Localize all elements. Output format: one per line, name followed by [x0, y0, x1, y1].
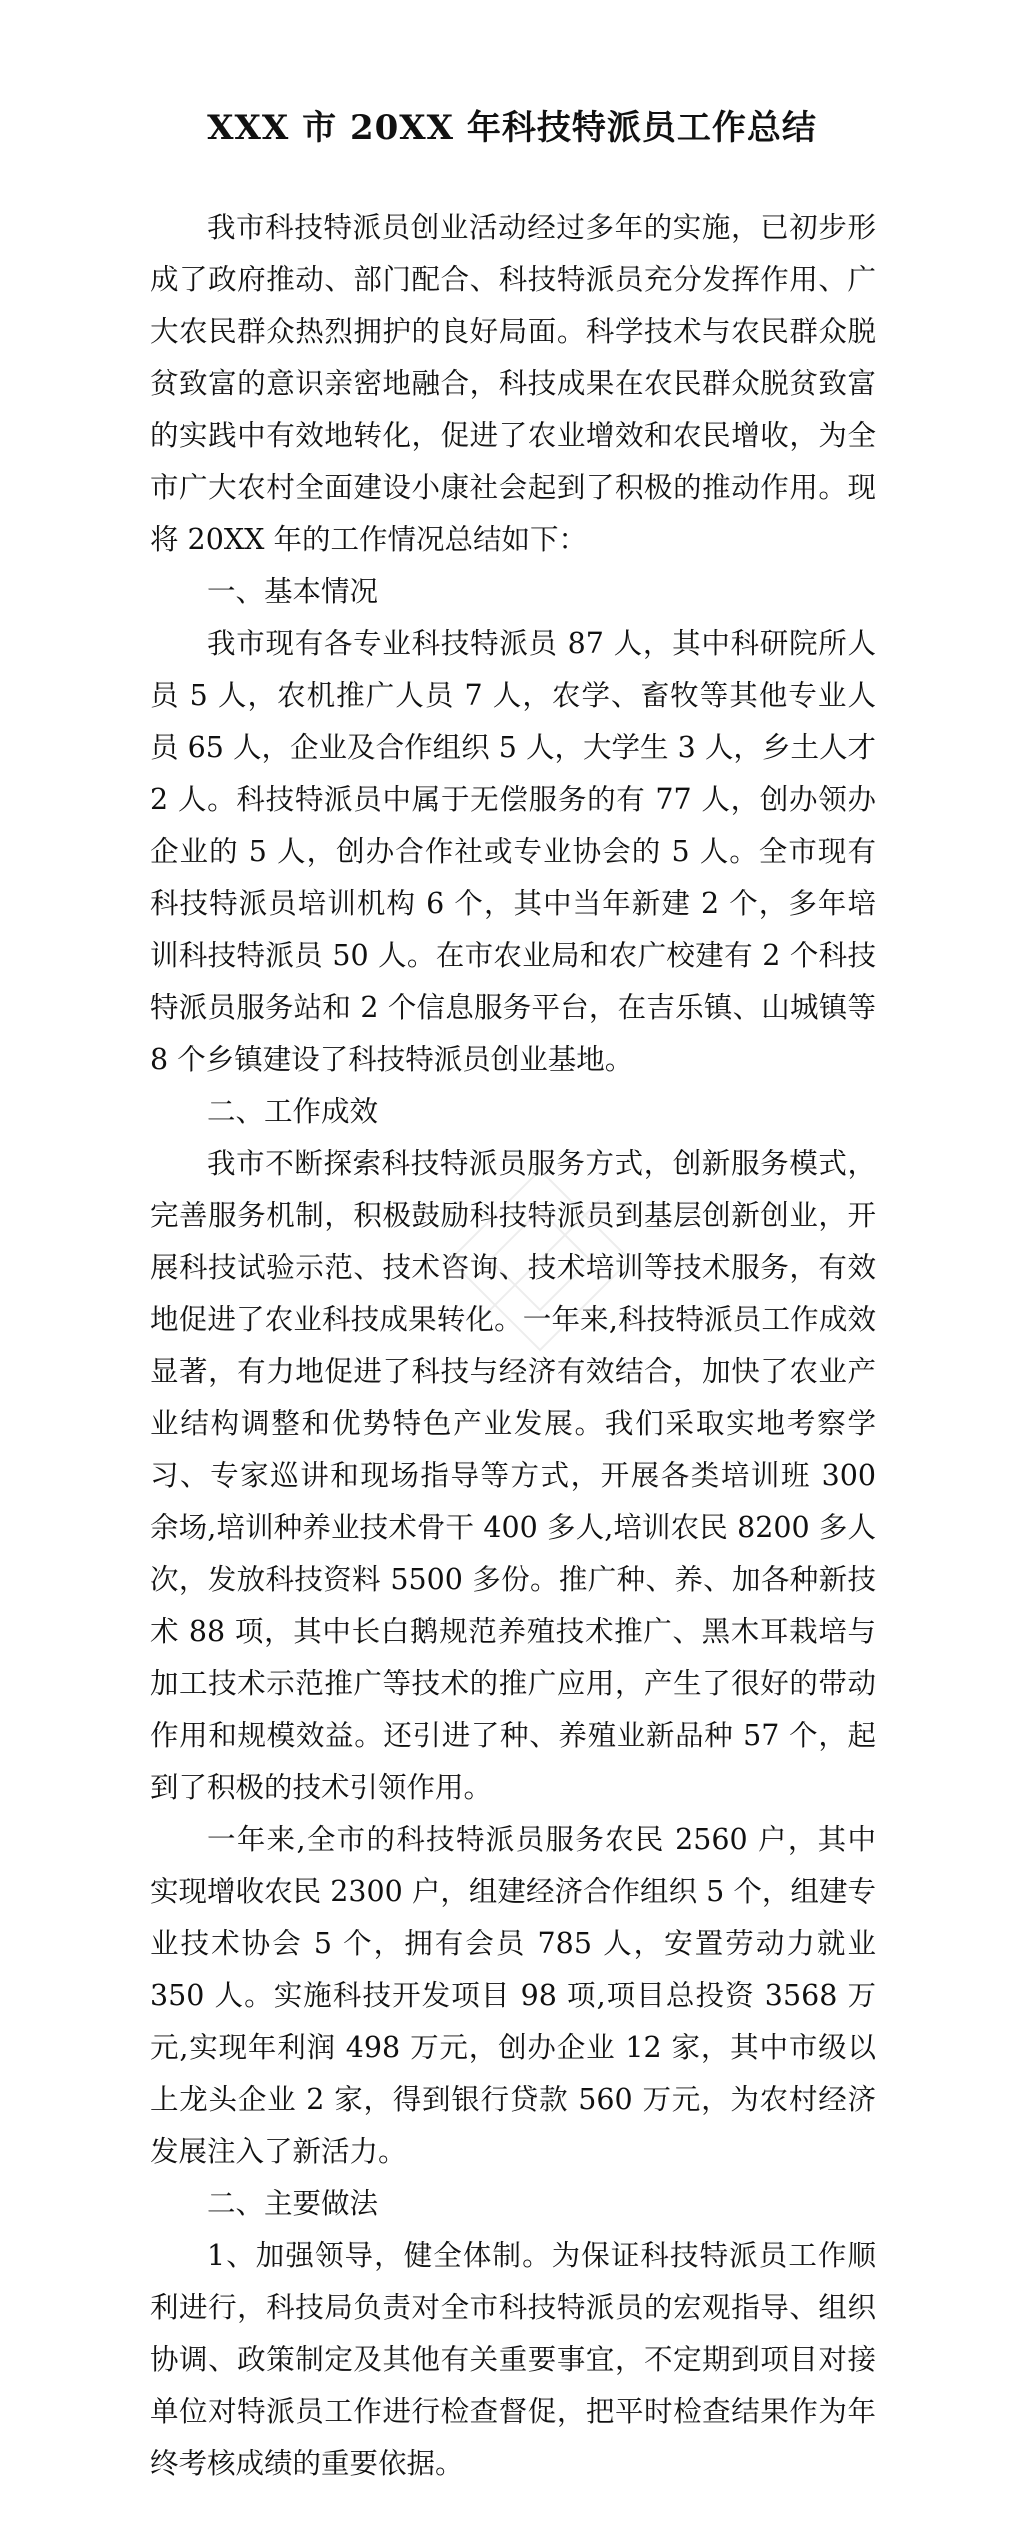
intro-paragraph: 我市科技特派员创业活动经过多年的实施，已初步形成了政府推动、部门配合、科技特派员充分发挥作用、广大农民群众热烈拥护的良好局面。科学技术与农民群众脱贫致富的意识亲密地融合，科技成果在农民群众脱贫致富的实践中有效地转化，促进了农业增效和农民增收，为全市广大农村全面建设小康社会起到了积极的推动作用。现将 20XX 年的工作情况总结如下： [150, 211, 876, 556]
section-heading-main-practices: 二、主要做法 [207, 2187, 379, 2220]
section-heading-basic-situation: 一、基本情况 [207, 575, 379, 608]
document-title: XXX 市 20XX 年科技特派员工作总结 [207, 108, 817, 148]
document-body [150, 202, 876, 2490]
section-heading-achievements: 二、工作成效 [207, 1095, 379, 1128]
basic-situation-paragraph: 我市现有各专业科技特派员 87 人，其中科研院所人员 5 人，农机推广人员 7 人，农学、畜牧等其他专业人员 65 人，企业及合作组织 5 人，大学生 3 人，乡土人才 2 人。科技特派员中属于无偿服务的有 77 人，创办领办企业的 5 人，创办合作社或专业协会的 5 人。全市现有科技特派员培训机构 6 个，其中当年新建 2 个，多年培训科技特派员 50 人。在市农业局和农广校建有 2 个科技特派员服务站和 2 个信息服务平台，在吉乐镇、山城镇等 8 个乡镇建设了科技特派员创业基地。 [150, 627, 876, 1076]
main-practices-paragraph: 1、加强领导，健全体制。为保证科技特派员工作顺利进行，科技局负责对全市科技特派员的宏观指导、组织协调、政策制定及其他有关重要事宜，不定期到项目对接单位对特派员工作进行检查督促，把平时检查结果作为年终考核成绩的重要依据。 [150, 2239, 876, 2480]
achievements-paragraph-2: 一年来,全市的科技特派员服务农民 2560 户，其中实现增收农民 2300 户，组建经济合作组织 5 个，组建专业技术协会 5 个，拥有会员 785 人，安置劳动力就业 350 人。实施科技开发项目 98 项,项目总投资 3568 万元,实现年利润 498 万元，创办企业 12 家，其中市级以上龙头企业 2 家，得到银行贷款 560 万元，为农村经济发展注入了新活力。 [150, 1823, 876, 2168]
achievements-paragraph-1: 我市不断探索科技特派员服务方式，创新服务模式，完善服务机制，积极鼓励科技特派员到基层创新创业，开展科技试验示范、技术咨询、技术培训等技术服务，有效地促进了农业科技成果转化。一年来,科技特派员工作成效显著，有力地促进了科技与经济有效结合，加快了农业产业结构调整和优势特色产业发展。我们采取实地考察学习、专家巡讲和现场指导等方式，开展各类培训班 300 余场,培训种养业技术骨干 400 多人,培训农民 8200 多人次，发放科技资料 5500 多份。推广种、养、加各种新技术 88 项，其中长白鹅规范养殖技术推广、黑木耳栽培与加工技术示范推广等技术的推广应用，产生了很好的带动作用和规模效益。还引进了种、养殖业新品种 57 个，起到了积极的技术引领作用。 [150, 1147, 876, 1804]
